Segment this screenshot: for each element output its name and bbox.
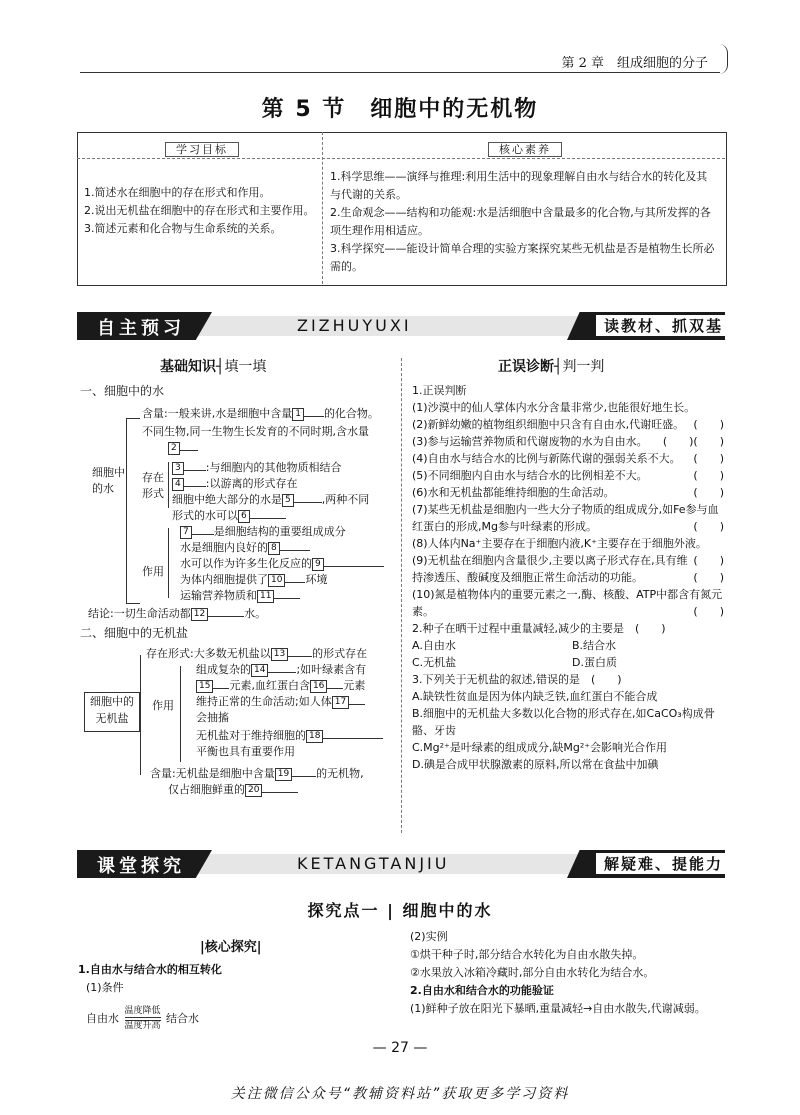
tf-item: (6)水和无机盐都能维持细胞的生命活动。 ( ) (412, 486, 724, 499)
goal-item: 1.简述水在细胞中的存在形式和作用。 (84, 186, 271, 199)
question-1-title: 1.正误判断 (412, 384, 467, 397)
salt-17: 维持正常的生命活动;如人体 17 (196, 694, 365, 710)
objectives-divider (322, 132, 323, 284)
page-number: — 27 — (372, 1040, 428, 1056)
salt-18: 无机盐对于维持细胞的 18 (196, 728, 383, 744)
banner-title: 课堂探究 (97, 856, 185, 877)
literacy-item: 3.科学探究——能设计简单合理的实验方案探究某些无机盐是否是植物生长所必需的。 (330, 242, 715, 273)
q3-option-b: B.细胞中的无机盐大多数以化合物的形式存在,如CaCO₃构成骨骼、牙齿 (412, 707, 715, 737)
explore-right: (2)实例 ①烘干种子时,部分结合水转化为自由水散失掉。 ②水果放入冰箱冷藏时,部分自由水转化为结合水。 2.自由水和结合水的功能验证 (1)鲜种子放在阳光下暴晒,重量减轻→自由水散失,代谢减弱。 (410, 930, 706, 1015)
q3-option-c: C.Mg²⁺是叶绿素的组成成分,缺Mg²⁺会影响光合作用 (412, 741, 668, 754)
header-bracket (719, 44, 728, 74)
root-water-label: 细胞中的水 (92, 466, 125, 495)
salt-20: 仅占细胞鲜重的 20 (168, 782, 298, 798)
transform-equation: 自由水 温度降低 温度升高 结合水 (86, 1006, 200, 1031)
section-water: 一、细胞中的水 (80, 384, 165, 398)
true-false-heading: 正误诊断┤判一判 (498, 359, 605, 375)
tf-item: (10)氮是植物体内的重要元素之一,酶、核酸、ATP中都含有氮元素。 ( ) (412, 588, 724, 618)
banner-slogan: 解疑难、提能力 (596, 853, 725, 874)
basic-knowledge-heading: 基础知识┤填一填 (160, 359, 267, 375)
exist-free: 4 :以游离的形式存在 (172, 476, 297, 492)
question-2: 2.种子在晒干过程中重量减轻,减少的主要是 ( ) (412, 622, 666, 635)
q2-options: C.无机盐 D.蛋白质 (412, 656, 617, 669)
tf-item: (9)无机盐在细胞内含量很少,主要以离子形式存在,具有维持渗透压、酸碱度及细胞正常生命活动的功能。 ( ) (412, 554, 724, 584)
tf-item: (1)沙漠中的仙人掌体内水分含量非常少,也能很好地生长。 ( ) (412, 401, 724, 431)
exist-convert: 形式的水可以 6 (172, 508, 286, 524)
salt-18b: 平衡也具有重要作用 (196, 745, 295, 758)
function-label: 作用 (142, 565, 164, 578)
tf-item: (2)新鲜幼嫩的植物组织细胞中只含有自由水,代谢旺盛。 ( ) (412, 418, 724, 448)
goal-item: 3.简述元素和化合物与生命系统的关系。 (84, 222, 282, 235)
learning-goals-list (84, 184, 316, 238)
banner-slogan: 读教材、抓双基 (596, 315, 725, 336)
func-8: 水是细胞内良好的 8 (180, 540, 310, 556)
func-9: 水可以作为许多生化反应的 9 (180, 556, 384, 572)
func-11: 运输营养物质和 11 (180, 588, 300, 604)
tf-item: (7)某些无机盐是细胞内一些大分子物质的组成成分,如Fe参与血红蛋白的形成,Mg参与叶绿素的形成。 ( ) (412, 503, 724, 533)
literacy-item: 1.科学思维——演绎与推理:利用生活中的现象理解自由水与结合水的转化及其与代谢的关系。 (330, 170, 708, 201)
func-10: 为体内细胞提供了 10 环境 (180, 573, 328, 586)
learning-goals-heading: 学习目标 (165, 142, 239, 157)
explore-title: 探究点一 | 细胞中的水 (307, 901, 493, 920)
salt-14: 组成复杂的 14 ;如叶绿素含有 (196, 663, 367, 676)
question-3: 3.下列关于无机盐的叙述,错误的是 ( ) (412, 673, 622, 686)
section-title: 第 5 节 细胞中的无机物 (261, 97, 539, 122)
root-salts-box: 细胞中的无机盐 (84, 692, 140, 732)
banner-pinyin: ZIZHUYUXI (297, 316, 412, 335)
column-divider (401, 358, 402, 833)
header-rule (80, 72, 720, 73)
q2-options: A.自由水 B.结合水 (412, 639, 617, 652)
salt-15: 15 元素,血红蛋白含 16 元素 (196, 678, 365, 694)
salt-func-label: 作用 (152, 699, 174, 712)
blank-2: 2 (168, 440, 198, 456)
exist-bound: 3 :与细胞内的其他物质相结合 (172, 460, 341, 476)
core-literacy-heading: 核心素养 (488, 142, 562, 157)
classroom-banner (77, 850, 725, 878)
core-explore-heading: |核心探究| (200, 940, 262, 955)
core-literacy-list (330, 168, 718, 276)
true-false-list (412, 382, 724, 773)
salt-19: 含量:无机盐是细胞中含量 19 的无机物, (150, 767, 364, 780)
salt-form: 存在形式:大多数无机盐以 13 的形式存在 (146, 647, 368, 660)
exist-label: 存在形式 (142, 471, 164, 500)
literacy-item: 2.生命观念——结构和功能观:水是活细胞中含量最多的化合物,与其所发挥的各项生理作用相适应。 (330, 206, 711, 237)
preview-banner (77, 312, 725, 340)
water-content-line-2: 不同生物,同一生物生长发育的不同时期,含水量 (142, 425, 369, 438)
tf-item: (4)自由水与结合水的比例与新陈代谢的强弱关系不大。 ( ) (412, 452, 724, 465)
bottom-note: 关注微信公众号“教辅资料站”获取更多学习资料 (230, 1086, 570, 1102)
tf-item: (5)不同细胞内自由水与结合水的比例相差不大。 ( ) (412, 469, 724, 482)
explore-p1: 1.自由水与结合水的相互转化 (78, 963, 222, 976)
salt-17b: 会抽搐 (196, 711, 229, 724)
tf-item: (3)参与运输营养物质和代谢废物的水为自由水。 ( ) (412, 435, 694, 448)
goal-item: 2.说出无机盐在细胞中的存在形式和主要作用。 (84, 204, 315, 217)
q3-option-d: D.碘是合成甲状腺激素的原料,所以常在食盐中加碘 (412, 758, 659, 771)
exist-majority: 细胞中绝大部分的水是 5 ,两种不同 (172, 493, 370, 506)
objectives-row-rule (77, 158, 725, 159)
explore-p1a: (1)条件 (86, 981, 124, 994)
conclusion: 结论:一切生命活动都 12 水。 (88, 607, 267, 620)
chapter-header: 第 2 章 组成细胞的分子 (561, 56, 708, 71)
banner-title: 自主预习 (97, 318, 185, 339)
func-7: 7 是细胞结构的重要组成成分 (180, 524, 346, 540)
tf-item: (8)人体内Na⁺主要存在于细胞内液,K⁺主要存在于细胞外液。 ( ) (412, 537, 724, 567)
banner-pinyin: KETANGTANJIU (297, 854, 450, 873)
water-content-line: 含量:一般来讲,水是细胞中含量 1 的化合物。 (142, 407, 379, 420)
tree-line (126, 418, 127, 603)
section-salts: 二、细胞中的无机盐 (80, 626, 189, 640)
q3-option-a: A.缺铁性贫血是因为体内缺乏铁,血红蛋白不能合成 (412, 690, 658, 703)
